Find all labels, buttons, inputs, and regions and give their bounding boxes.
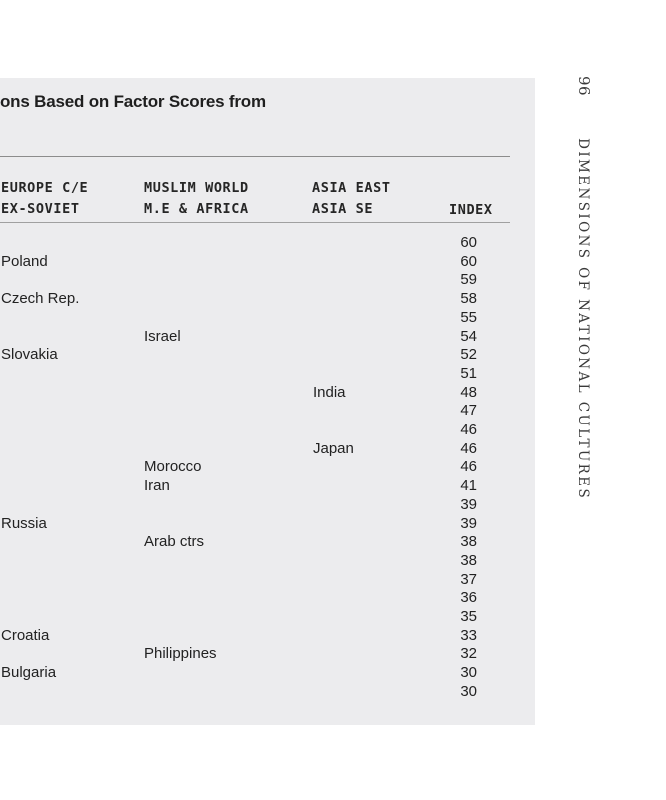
- cell-index: 32: [460, 645, 477, 662]
- header-muslim-line2: M.E & AFRICA: [144, 201, 249, 217]
- cell-europe: Russia: [1, 515, 47, 532]
- cell-asia: India: [313, 384, 346, 401]
- table-top-rule: [0, 156, 510, 157]
- cell-europe: Bulgaria: [1, 664, 57, 681]
- header-asia-line2: ASIA SE: [312, 201, 374, 217]
- cell-index: 46: [460, 440, 477, 457]
- header-index: INDEX: [449, 202, 493, 218]
- running-title: DIMENSIONS OF NATIONAL CULTURES: [575, 138, 591, 501]
- cell-index: 30: [460, 664, 477, 681]
- cell-index: 30: [460, 683, 477, 700]
- cell-muslim: Philippines: [144, 645, 217, 662]
- cell-index: 39: [460, 496, 477, 513]
- cell-index: 36: [460, 589, 477, 606]
- cell-europe: Czech Rep.: [1, 290, 80, 307]
- cell-index: 37: [460, 571, 477, 588]
- cell-index: 54: [460, 328, 477, 345]
- cell-asia: Japan: [313, 440, 354, 457]
- cell-index: 60: [460, 234, 477, 251]
- cell-muslim: Morocco: [144, 458, 202, 475]
- table-header-rule: [0, 222, 510, 223]
- cell-index: 47: [460, 402, 477, 419]
- header-muslim-line1: MUSLIM WORLD: [144, 180, 249, 196]
- cell-index: 46: [460, 458, 477, 475]
- cell-europe: Slovakia: [1, 346, 58, 363]
- page-header: [575, 76, 594, 500]
- cell-index: 46: [460, 421, 477, 438]
- cell-index: 33: [460, 627, 477, 644]
- cell-index: 51: [460, 365, 477, 382]
- table-title: ons Based on Factor Scores from: [0, 92, 266, 111]
- cell-index: 38: [460, 533, 477, 550]
- cell-index: 35: [460, 608, 477, 625]
- cell-index: 55: [460, 309, 477, 326]
- cell-muslim: Iran: [144, 477, 170, 494]
- cell-index: 60: [460, 253, 477, 270]
- page-number: 96: [575, 76, 593, 97]
- cell-europe: Poland: [1, 253, 48, 270]
- cell-index: 58: [460, 290, 477, 307]
- cell-index: 39: [460, 515, 477, 532]
- cell-index: 52: [460, 346, 477, 363]
- cell-muslim: Israel: [144, 328, 181, 345]
- header-asia-line1: ASIA EAST: [312, 180, 391, 196]
- cell-index: 41: [460, 477, 477, 494]
- cell-index: 38: [460, 552, 477, 569]
- cell-europe: Croatia: [1, 627, 50, 644]
- cell-index: 48: [460, 384, 477, 401]
- cell-index: 59: [460, 271, 477, 288]
- header-europe-line1: EUROPE C/E: [1, 180, 89, 196]
- header-europe-line2: EX-SOVIET: [1, 201, 80, 217]
- cell-muslim: Arab ctrs: [144, 533, 205, 550]
